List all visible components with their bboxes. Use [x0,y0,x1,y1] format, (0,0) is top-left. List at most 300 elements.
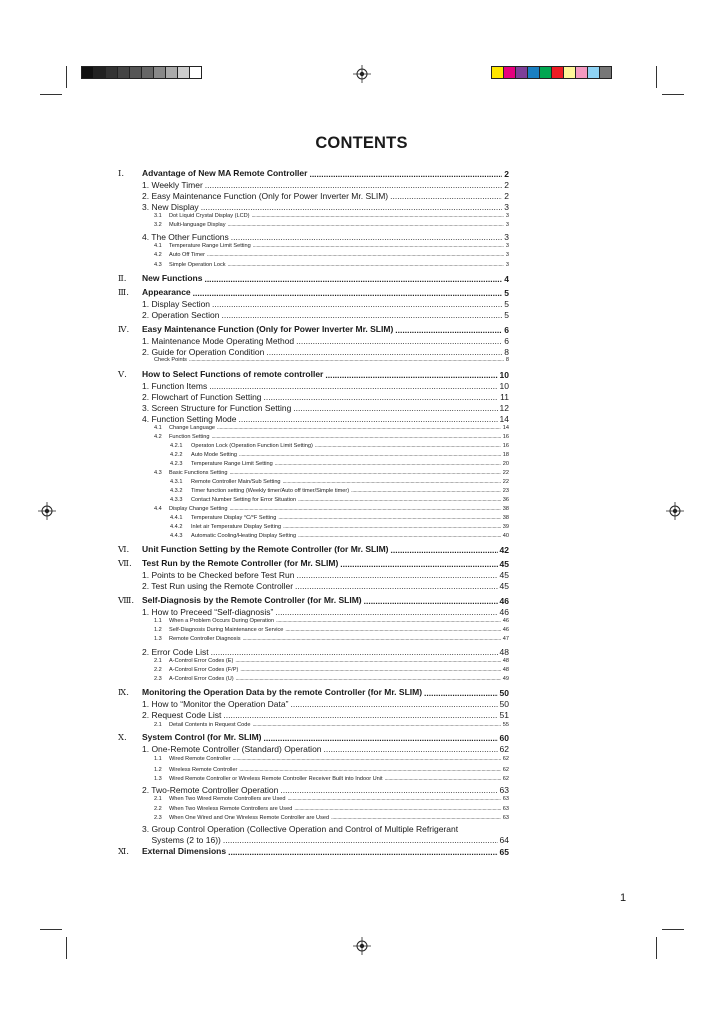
page-reference: 3 [505,252,509,258]
section-number: 4.2.2 [170,452,183,458]
toc-entry-label [118,274,202,284]
toc-entry-level-1[interactable] [118,733,509,743]
toc-entry-label [154,677,234,683]
toc-entry-label [142,311,220,320]
section-number: 2.3 [154,815,162,821]
page-reference: 23 [502,488,509,494]
toc-entry-label [154,223,226,229]
color-swatch [189,66,202,79]
toc-entry-label [142,836,221,845]
page-reference: 36 [502,497,509,503]
toc-entry-level-3[interactable] [118,358,509,364]
toc-entry-level-3[interactable] [118,797,509,803]
page-reference: 49 [502,676,509,682]
toc-entry-level-3[interactable] [118,637,509,643]
page-reference: 11 [500,392,509,402]
toc-entry-level-2[interactable] [118,786,509,795]
toc-entry-label [118,169,307,179]
toc-entry-level-3[interactable] [118,619,509,625]
dot-leader [391,546,498,555]
crop-mark [662,929,684,930]
toc-entry-label [154,777,383,783]
toc-entry-level-3[interactable] [118,214,509,220]
page-title: CONTENTS [315,134,408,152]
toc-entry-level-1[interactable] [118,274,509,284]
dot-leader [239,415,498,424]
page-reference: 3 [504,202,509,212]
crop-mark [656,937,657,959]
registration-mark-bottom [353,937,371,955]
section-title: Unit Function Setting by the Remote Controller (for Mr. SLIM) [142,544,389,554]
toc-entry-level-2[interactable] [118,348,509,357]
section-number: 4.2 [154,434,162,440]
toc-entry-label [170,525,281,531]
toc-entry-level-3[interactable] [118,628,509,634]
toc-entry-level-1[interactable] [118,596,509,606]
toc-entry-level-3[interactable] [118,435,509,441]
toc-entry-label [154,214,250,220]
section-title: 1. Points to be Checked before Test Run [142,570,295,580]
registration-mark-right [666,502,684,520]
section-number: 1.2 [154,627,162,633]
toc-entry-level-2[interactable] [118,181,509,190]
section-title: How to Select Functions of remote controller [142,369,324,379]
section-number: 4.1 [154,243,162,249]
page-reference: 45 [499,581,509,591]
page-reference: 62 [499,744,509,754]
dot-leader [390,192,502,201]
toc-entry-level-2[interactable] [118,300,509,309]
toc-entry-label [142,745,322,754]
toc-entry-level-3[interactable] [118,471,509,477]
toc-entry-level-2[interactable] [118,192,509,201]
page-reference: 48 [502,667,509,673]
toc-entry-level-3[interactable] [118,263,509,269]
toc-entry-level-2[interactable] [118,825,509,834]
page-reference: 6 [504,325,509,335]
toc-entry-level-2[interactable] [118,203,509,212]
page-number: 1 [620,892,627,904]
dot-leader [223,836,498,845]
page-reference: 18 [502,452,509,458]
toc-entry-level-2[interactable] [118,582,509,591]
section-number: Ⅲ. [118,288,129,298]
toc-entry-level-4[interactable] [118,498,509,504]
dot-leader [229,471,500,477]
toc-entry-label [170,489,349,495]
section-number: 4.3.3 [170,497,183,503]
section-title: Remote Controller Main/Sub Setting [191,479,281,485]
page-reference: 63 [502,815,509,821]
toc-entry-label [142,700,288,709]
section-title: External Dimensions [142,846,227,856]
dot-leader [217,426,501,432]
toc-entry-level-2[interactable] [118,571,509,580]
section-title: 2. Request Code List [142,710,222,720]
dot-leader [275,462,501,468]
toc-entry-level-2[interactable] [118,745,509,754]
page-reference: 22 [502,470,509,476]
dot-leader [283,525,501,531]
page-reference: 4 [504,274,509,284]
toc-entry-label [118,288,191,298]
section-title: Wired Remote Controller or Wireless Remote Controller Receiver Built into Indoor Unit [169,776,383,782]
dot-leader [280,786,497,795]
toc-entry-level-1[interactable] [118,559,509,569]
page-reference: 47 [502,636,509,642]
page-reference: 62 [502,776,509,782]
section-title: 2. Flowchart of Function Setting [142,392,262,402]
toc-entry-level-3[interactable] [118,807,509,813]
dot-leader [228,223,504,229]
section-number: 4.3.1 [170,479,183,485]
page-reference: 38 [502,506,509,512]
dot-leader [294,807,500,813]
section-title: Auto Off Timer [169,252,205,258]
toc-entry-label [118,596,362,606]
section-number: Ⅱ. [118,274,127,284]
section-title: Basic Functions Setting [169,470,228,476]
toc-entry-level-3[interactable] [118,816,509,822]
section-title: Function Setting [169,434,210,440]
section-title: 1. Weekly Timer [142,180,203,190]
dot-leader [201,203,503,212]
section-title: Appearance [142,287,191,297]
toc-entry-label [142,571,294,580]
dot-leader [252,723,500,729]
toc-entry-label [170,534,296,540]
toc-entry-label [154,263,226,269]
toc-entry-label [118,733,261,743]
section-title: Monitoring the Operation Data by the remote Controller (for Mr. SLIM) [142,687,423,697]
dot-leader [236,677,501,683]
toc-entry-level-3[interactable] [118,244,509,250]
toc-entry-level-2[interactable] [118,404,509,413]
section-title: When a Problem Occurs During Operation [169,618,275,624]
section-title: Wired Remote Controller [169,756,231,762]
section-number: 3.1 [154,213,162,219]
toc-entry-level-3[interactable] [118,677,509,683]
dot-leader [331,816,501,822]
section-title: 1. Maintenance Mode Operating Method [142,336,295,346]
toc-entry-level-1[interactable] [118,847,509,857]
toc-entry-label [154,668,238,674]
toc-entry-level-2[interactable] [118,608,509,617]
section-number: 4.2 [154,252,162,258]
dot-leader [240,668,500,674]
dot-leader [298,534,501,540]
toc-entry-level-3[interactable] [118,757,509,763]
toc-entry-label [118,688,422,698]
grayscale-color-bar [81,66,201,79]
page-reference: 45 [499,570,509,580]
section-title: 3. Group Control Operation (Collective Operation and Control of Multiple Refrigerant [142,824,459,834]
toc-entry-level-2[interactable] [118,337,509,346]
dot-leader [325,371,497,380]
toc-entry-label [154,816,329,822]
toc-entry-label [142,711,221,720]
crop-mark [66,66,67,88]
toc-entry-label [170,480,281,486]
toc-entry-level-2[interactable] [118,700,509,709]
toc-entry-level-2[interactable] [118,311,509,320]
section-number: 1.1 [154,756,162,762]
page-reference: 65 [499,847,509,857]
crop-mark [40,929,62,930]
section-number: 1.1 [154,618,162,624]
page-reference: 63 [499,785,509,795]
crop-mark [656,66,657,88]
toc-entry-level-4[interactable] [118,444,509,450]
toc-entry-label [154,723,250,729]
toc-entry-label [142,415,237,424]
dot-leader [211,435,500,441]
dot-leader [223,711,497,720]
page-reference: 63 [502,796,509,802]
toc-entry-label [154,507,227,513]
dot-leader [264,393,499,402]
toc-entry-label [154,253,205,259]
dot-leader [309,170,502,179]
section-title: 4. Function Setting Mode [142,414,237,424]
toc-entry-level-3[interactable] [118,723,509,729]
crop-mark [66,937,67,959]
section-number: 4.4 [154,506,162,512]
section-number: 1.3 [154,636,162,642]
page-reference: 50 [499,699,509,709]
page-reference: 8 [504,347,509,357]
toc-entry-label [154,768,237,774]
dot-leader [283,480,501,486]
page-reference: 10 [499,370,509,380]
toc-entry-level-4[interactable] [118,525,509,531]
section-number: Ⅸ. [118,688,129,698]
toc-entry-level-4[interactable] [118,462,509,468]
section-title: Contact Number Setting for Error Situation [191,497,297,503]
page-reference: 63 [502,806,509,812]
dot-leader [351,489,501,495]
toc-entry-label [170,462,273,468]
toc-entry-label [142,382,207,391]
toc-entry-level-2[interactable] [118,711,509,720]
page-reference: 2 [504,169,509,179]
toc-entry-level-1[interactable] [118,325,509,335]
page-reference: 62 [502,756,509,762]
dot-leader [209,382,497,391]
toc-entry-label [170,498,296,504]
section-title: Check Points [154,357,187,363]
section-title: A-Control Error Codes (F/P) [169,667,239,673]
toc-entry-level-3[interactable] [118,507,509,513]
section-title: Multi-language Display [169,222,226,228]
section-title: Dot Liquid Crystal Display (LCD) [169,213,250,219]
page-reference: 10 [499,381,509,391]
toc-entry-level-2[interactable] [118,415,509,424]
toc-entry-level-4[interactable] [118,489,509,495]
dot-leader [231,233,502,242]
toc-entry-level-1[interactable] [118,545,509,555]
toc-entry-label [142,404,291,413]
page-reference: 8 [505,357,509,363]
section-title: 2. Two-Remote Controller Operation [142,785,279,795]
toc-entry-level-2[interactable] [118,233,509,242]
page-reference: 3 [505,213,509,219]
dot-leader [235,659,500,665]
section-title: 4. The Other Functions [142,232,229,242]
section-title: When Two Wired Remote Controllers are Used [169,796,286,802]
section-number: Ⅵ. [118,545,130,555]
toc-entry-label [142,582,293,591]
section-title: New Functions [142,273,203,283]
toc-entry-level-4[interactable] [118,453,509,459]
toc-entry-level-3[interactable] [118,253,509,259]
dot-leader [395,326,502,335]
section-number: Ⅹ. [118,733,127,743]
page-reference: 46 [499,607,509,617]
toc-entry-label [154,619,274,625]
toc-entry-level-4[interactable] [118,480,509,486]
section-title: Operaton Lock (Operation Function Limit Setting) [191,443,313,449]
dot-leader [385,777,501,783]
toc-entry-level-3[interactable] [118,768,509,774]
toc-entry-label [154,637,241,643]
page-reference: 38 [502,515,509,521]
toc-entry-level-1[interactable] [118,688,509,698]
section-title: When Two Wireless Remote Controllers are Used [169,806,293,812]
dot-leader [189,358,504,364]
section-number: Ⅴ. [118,370,127,380]
toc-entry-level-4[interactable] [118,516,509,522]
dot-leader [296,571,497,580]
section-title: 2. Easy Maintenance Function (Only for Power Inverter Mr. SLIM) [142,191,389,201]
page-reference: 45 [499,559,509,569]
page-reference: 14 [499,414,509,424]
section-number: Ⅺ. [118,847,129,857]
page-reference: 46 [502,627,509,633]
toc-entry-label [142,608,273,617]
page-reference: 2 [504,191,509,201]
crop-mark [40,94,62,95]
dot-leader [239,768,500,774]
section-title: 2. Error Code List [142,647,209,657]
page-reference: 14 [502,425,509,431]
page-reference: 50 [499,688,509,698]
dot-leader [293,404,497,413]
section-number: 1.3 [154,776,162,782]
section-title: Simple Operation Lock [169,262,226,268]
registration-mark-left [38,502,56,520]
dot-leader [229,507,500,513]
page-reference: 5 [504,288,509,298]
page-reference: 6 [504,336,509,346]
section-number: 3.2 [154,222,162,228]
section-title: 1. Display Section [142,299,211,309]
page-reference: 51 [499,710,509,720]
section-title: 1. One-Remote Controller (Standard) Operation [142,744,322,754]
toc-entry-label [170,516,276,522]
page-reference: 48 [502,658,509,664]
toc-entry-level-3[interactable] [118,659,509,665]
page-reference: 46 [499,596,509,606]
section-title: Advantage of New MA Remote Controller [142,168,308,178]
section-number: Ⅶ. [118,559,132,569]
dot-leader [315,444,501,450]
toc-entry-level-3[interactable] [118,668,509,674]
section-number: 4.4.3 [170,533,183,539]
page-reference: 64 [499,835,509,845]
toc-entry-level-1[interactable] [118,370,509,380]
section-title: When One Wired and One Wireless Remote Controller are Used [169,815,330,821]
toc-entry-label [154,757,231,763]
toc-entry-level-2[interactable] [118,648,509,657]
dot-leader [340,560,497,569]
toc-entry-level-2[interactable] [118,393,509,402]
page-reference: 12 [499,403,509,413]
dot-leader [233,757,501,763]
dot-leader [266,348,502,357]
page-reference: 46 [502,618,509,624]
dot-leader [205,181,502,190]
section-number: 4.4.2 [170,524,183,530]
section-number: 2.3 [154,676,162,682]
section-title: Auto Mode Setting [191,452,238,458]
section-title: System Control (for Mr. SLIM) [142,732,262,742]
section-title: Remote Controller Diagnosis [169,636,241,642]
section-title: Temperature Range Limit Setting [169,243,251,249]
toc-entry-level-4[interactable] [118,534,509,540]
section-title: 3. Screen Structure for Function Setting [142,403,292,413]
dot-leader [207,253,504,259]
page-reference: 39 [502,524,509,530]
toc-entry-level-3[interactable] [118,426,509,432]
toc-entry-level-3[interactable] [118,223,509,229]
dot-leader [228,848,497,857]
dot-leader [253,244,504,250]
toc-entry-label [118,370,323,380]
section-title: Inlet air Temperature Display Setting [191,524,282,530]
toc-entry-label [142,393,262,402]
section-title: 3. New Display [142,202,199,212]
dot-leader [364,597,498,606]
dot-leader [285,628,500,634]
dot-leader [252,214,504,220]
dot-leader [324,745,498,754]
section-title: Test Run by the Remote Controller (for Mr. SLIM) [142,558,339,568]
toc-entry-label [142,192,388,201]
page-reference: 48 [499,647,509,657]
section-number: 4.3 [154,262,162,268]
page-reference: 16 [502,434,509,440]
page-reference: 3 [505,222,509,228]
toc-entry-label [154,659,233,665]
toc-entry-level-2[interactable] [118,382,509,391]
toc-entry-level-2[interactable] [118,836,509,845]
toc-entry-label [142,181,203,190]
section-title: A-Control Error Codes (U) [169,676,234,682]
page-reference: 22 [502,479,509,485]
toc-entry-level-1[interactable] [118,169,509,179]
section-title: 1. How to Preceed “Self-diagnosis” [142,607,274,617]
toc-entry-level-3[interactable] [118,777,509,783]
toc-entry-level-1[interactable] [118,288,509,298]
section-title: Temperature Range Limit Setting [191,461,273,467]
section-number: Ⅳ. [118,325,130,335]
toc-entry-label [142,337,294,346]
color-swatch [599,66,612,79]
section-number: 4.3.2 [170,488,183,494]
section-number: 4.4.1 [170,515,183,521]
toc-entry-label [154,628,283,634]
